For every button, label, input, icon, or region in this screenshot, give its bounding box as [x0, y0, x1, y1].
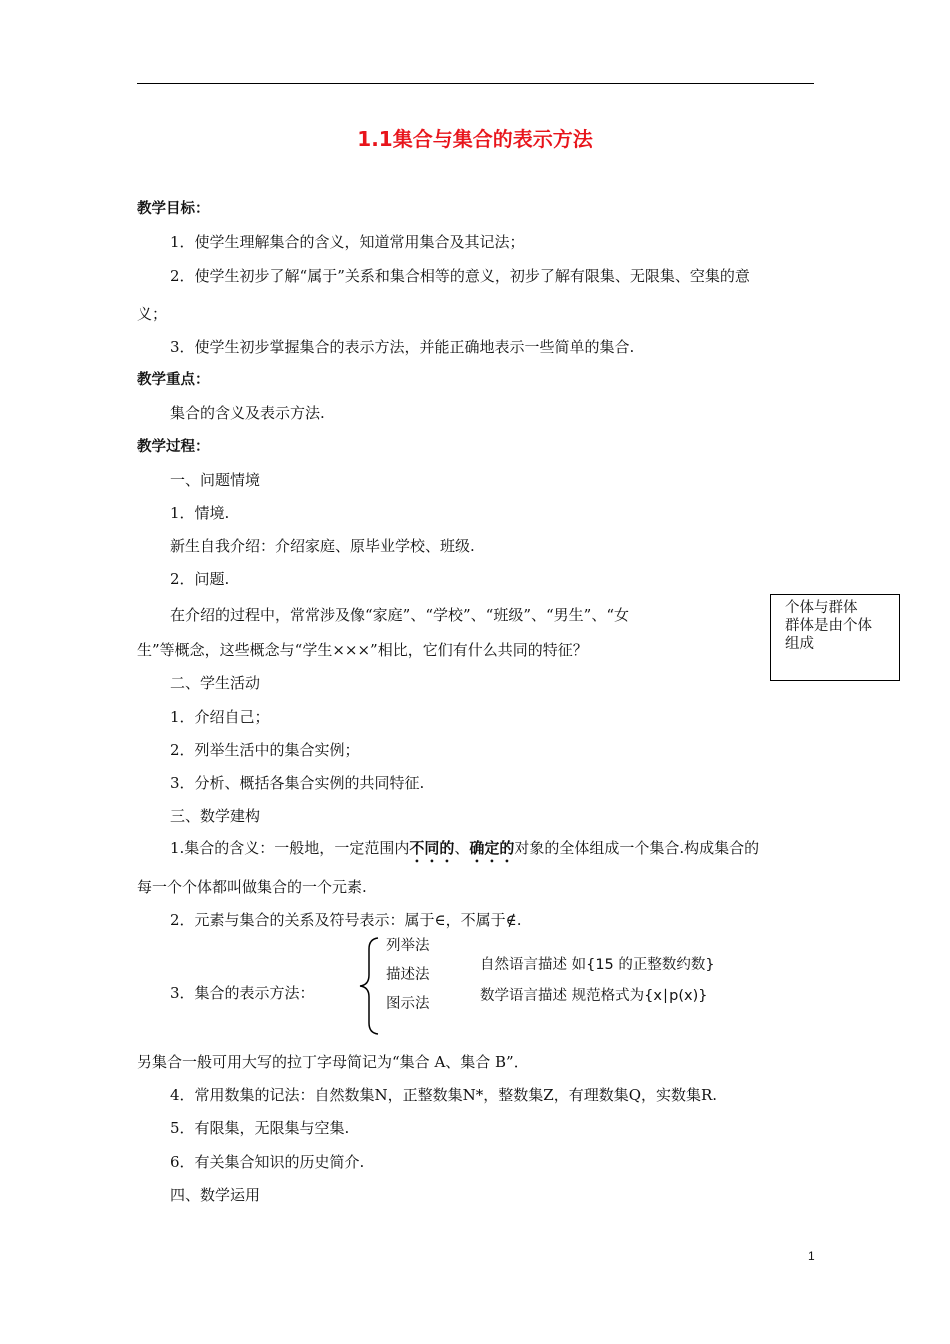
natural-language-description: 自然语言描述 如{15 的正整数约数} [480, 957, 715, 973]
question-item: 2．问题. [170, 570, 230, 588]
activity-item: 1．介绍自己； [170, 708, 270, 726]
method-diagram: 图示法 [386, 996, 430, 1012]
situation-text: 新生自我介绍：介绍家庭、原毕业学校、班级. [170, 537, 475, 555]
side-note-box [770, 594, 900, 681]
method-description: 描述法 [386, 967, 430, 983]
objective-2: 2．使学生初步了解“属于”关系和集合相等的意义，初步了解有限集、无限集、空集的意 [170, 267, 750, 285]
page-number: 1 [808, 1249, 815, 1263]
membership-relation: 2．元素与集合的关系及符号表示：属于∈，不属于∉. [170, 911, 522, 929]
question-text-1: 在介绍的过程中，常常涉及像“家庭”、“学校”、“班级”、“男生”、“女 [170, 606, 630, 624]
set-definition-cont: 每一个个体都叫做集合的一个元素. [137, 878, 367, 896]
emphasis-distinct: 不同的 [409, 839, 455, 857]
objective-2-cont: 义； [137, 305, 168, 323]
definition-text: 对象的全体组成一个集合.构成集合的 [514, 839, 760, 857]
definition-text: 1.集合的含义：一般地，一定范围内 [170, 839, 410, 857]
common-number-sets: 4．常用数集的记法：自然数集N，正整数集N*，整数集Z，有理数集Q，实数集R. [170, 1086, 718, 1104]
finite-infinite-item: 5．有限集，无限集与空集. [170, 1119, 350, 1137]
set-naming-note: 另集合一般可用大写的拉丁字母简记为“集合 A、集合 B”． [137, 1053, 529, 1071]
math-language-description: 数学语言描述 规范格式为{x∣p(x)} [480, 988, 708, 1004]
activity-item: 3．分析、概括各集合实例的共同特征. [170, 774, 425, 792]
side-note-line: 群体是由个体 [785, 618, 872, 634]
key-points-text: 集合的含义及表示方法. [170, 404, 325, 422]
activity-item: 2．列举生活中的集合实例； [170, 741, 360, 759]
left-brace-icon [358, 937, 380, 1035]
set-definition [170, 837, 759, 866]
side-note-line: 个体与群体 [785, 600, 858, 616]
objective-3: 3．使学生初步掌握集合的表示方法，并能正确地表示一些简单的集合. [170, 338, 635, 356]
section-3-title: 三、数学建构 [170, 807, 261, 825]
header-rule [137, 83, 814, 84]
section-4-title: 四、数学运用 [170, 1186, 261, 1204]
method-enumeration: 列举法 [386, 938, 430, 954]
key-points-heading: 教学重点： [137, 372, 210, 388]
process-heading: 教学过程： [137, 439, 210, 455]
definition-separator: 、 [454, 839, 470, 857]
section-1-title: 一、问题情境 [170, 471, 261, 489]
side-note-line: 组成 [785, 636, 814, 652]
situation-item: 1．情境. [170, 504, 230, 522]
page-title: 1.1集合与集合的表示方法 [357, 127, 593, 151]
representation-label: 3．集合的表示方法： [170, 984, 315, 1002]
question-text-2: 生”等概念，这些概念与“学生×××”相比，它们有什么共同的特征？ [137, 641, 588, 659]
objectives-heading: 教学目标： [137, 201, 210, 217]
section-2-title: 二、学生活动 [170, 674, 261, 692]
history-item: 6．有关集合知识的历史简介. [170, 1153, 365, 1171]
emphasis-definite: 确定的 [469, 839, 515, 857]
objective-1: 1．使学生理解集合的含义，知道常用集合及其记法； [170, 233, 525, 251]
